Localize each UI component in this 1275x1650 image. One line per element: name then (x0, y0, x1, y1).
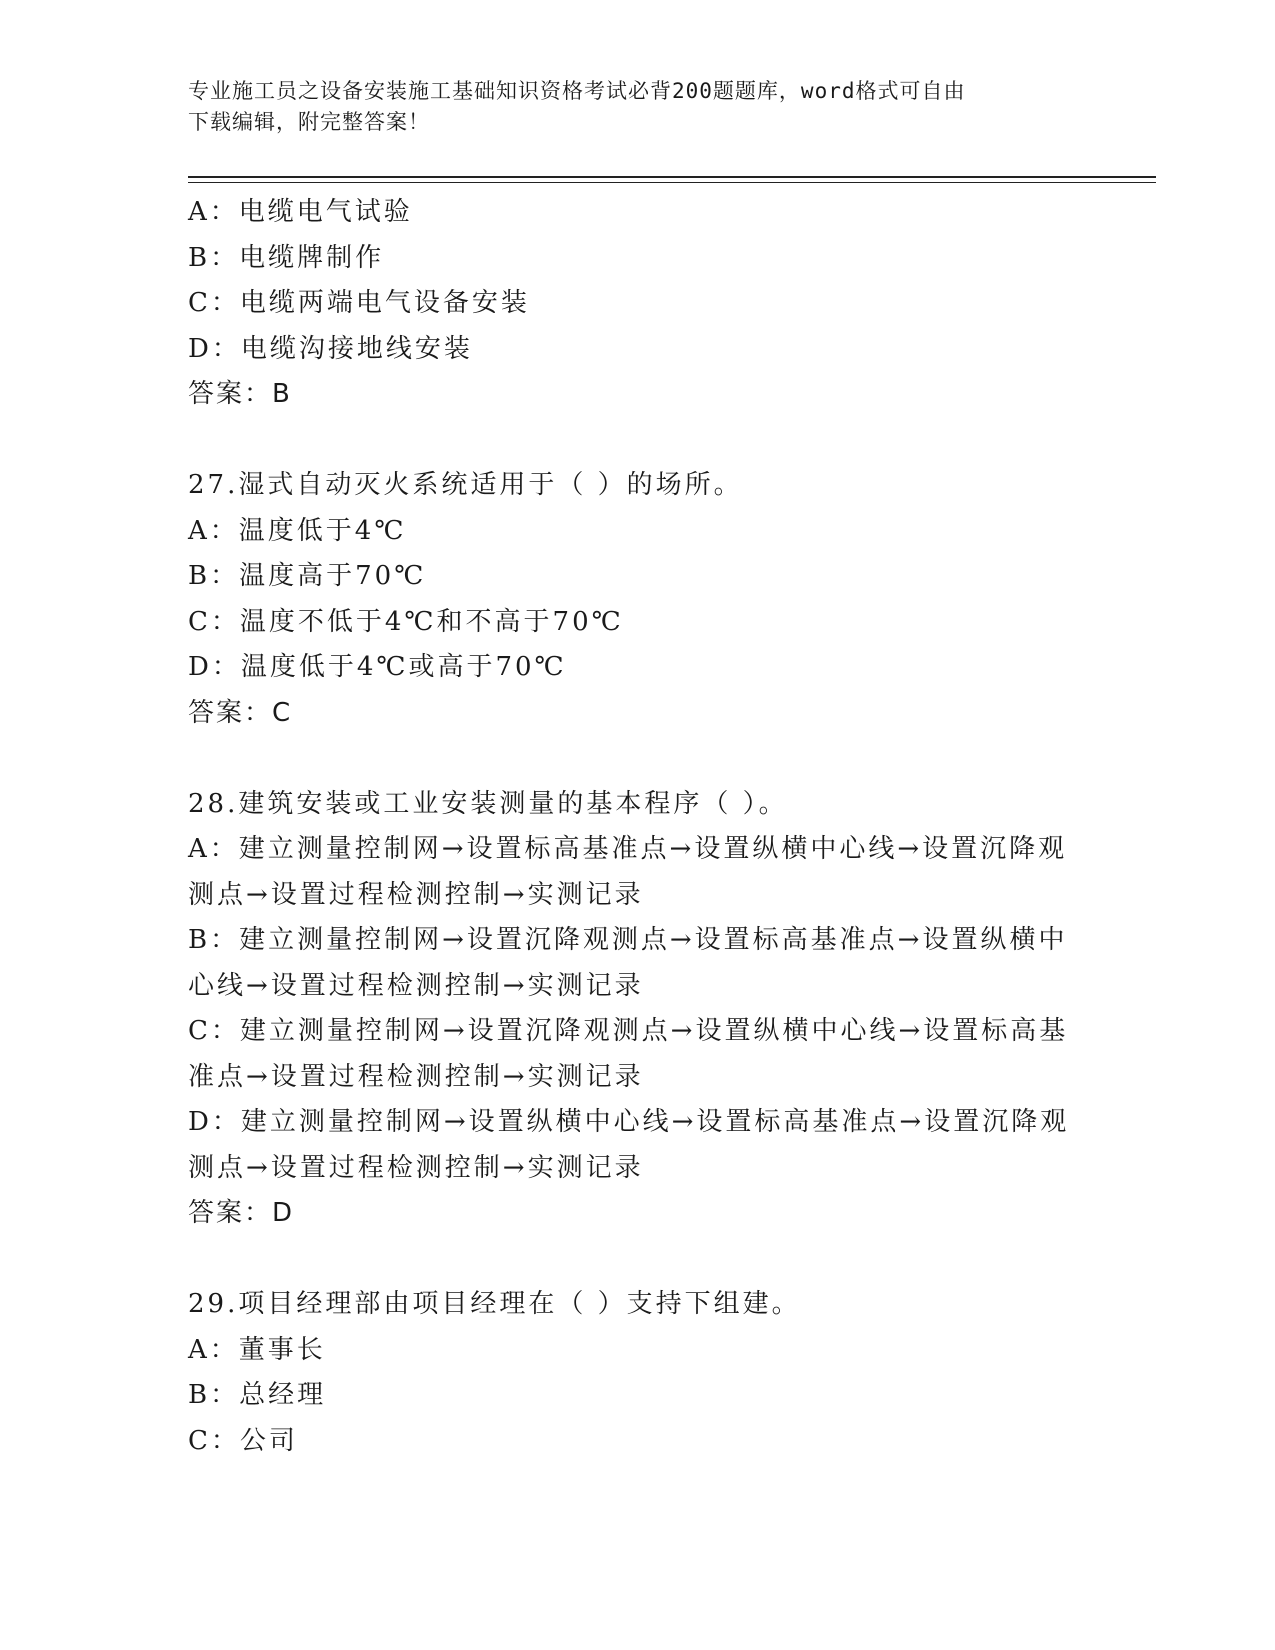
question-29-block (188, 1282, 1088, 1464)
q28-question: 28.建筑安装或工业安装测量的基本程序（ ）。 (188, 788, 788, 819)
header-divider-thick (188, 176, 1156, 178)
q29-option-c: C：公司 (188, 1425, 298, 1456)
q27-option-c: C：温度不低于4℃和不高于70℃ (188, 606, 624, 637)
q27-option-b: B：温度高于70℃ (188, 561, 427, 591)
q26-option-d: D：电缆沟接地线安装 (188, 333, 473, 364)
q29-question: 29.项目经理部由项目经理在（ ）支持下组建。 (188, 1289, 801, 1319)
spacer (188, 736, 1088, 782)
question-27-block (188, 463, 1088, 736)
q27-option-d: D：温度低于4℃或高于70℃ (188, 652, 567, 682)
q26-option-c: C：电缆两端电气设备安装 (188, 288, 530, 318)
spacer (188, 418, 1088, 464)
q28-option-d-line-1: D：建立测量控制网→设置纵横中心线→设置标高基准点→设置沉降观 (188, 1107, 1070, 1137)
q26-option-a: A：电缆电气试验 (188, 197, 413, 227)
q28-option-a-line-1: A：建立测量控制网→设置标高基准点→设置纵横中心线→设置沉降观 (188, 834, 1068, 864)
question-28-block (188, 782, 1088, 1237)
question-content (188, 190, 1088, 1464)
question-26-block (188, 190, 1088, 418)
q28-option-c-line-2: 准点→设置过程检测控制→实测记录 (188, 1061, 644, 1092)
q28-option-d-line-2: 测点→设置过程检测控制→实测记录 (188, 1152, 644, 1183)
q28-option-b-line-2: 心线→设置过程检测控制→实测记录 (188, 970, 644, 1001)
q28-option-a-line-2: 测点→设置过程检测控制→实测记录 (188, 879, 644, 910)
q28-option-b-line-1: B：建立测量控制网→设置沉降观测点→设置标高基准点→设置纵横中 (188, 925, 1068, 955)
spacer (188, 1237, 1088, 1283)
document-header (188, 76, 1068, 138)
q29-option-a: A：董事长 (188, 1334, 326, 1365)
q27-answer: 答案：C (188, 697, 293, 728)
header-line-1: 专业施工员之设备安装施工基础知识资格考试必背200题题库，word格式可自由 (188, 79, 966, 103)
q27-question: 27.湿式自动灭火系统适用于（ ）的场所。 (188, 470, 743, 500)
q26-option-b: B：电缆牌制作 (188, 242, 385, 273)
q28-answer: 答案：D (188, 1198, 295, 1228)
q29-option-b: B：总经理 (188, 1380, 327, 1410)
q26-answer: 答案：B (188, 379, 292, 409)
header-line-2: 下载编辑，附完整答案！ (188, 110, 430, 134)
q28-option-c-line-1: C：建立测量控制网→设置沉降观测点→设置纵横中心线→设置标高基 (188, 1016, 1069, 1046)
header-divider-thin (188, 182, 1156, 183)
q27-option-a: A：温度低于4℃ (188, 515, 407, 546)
